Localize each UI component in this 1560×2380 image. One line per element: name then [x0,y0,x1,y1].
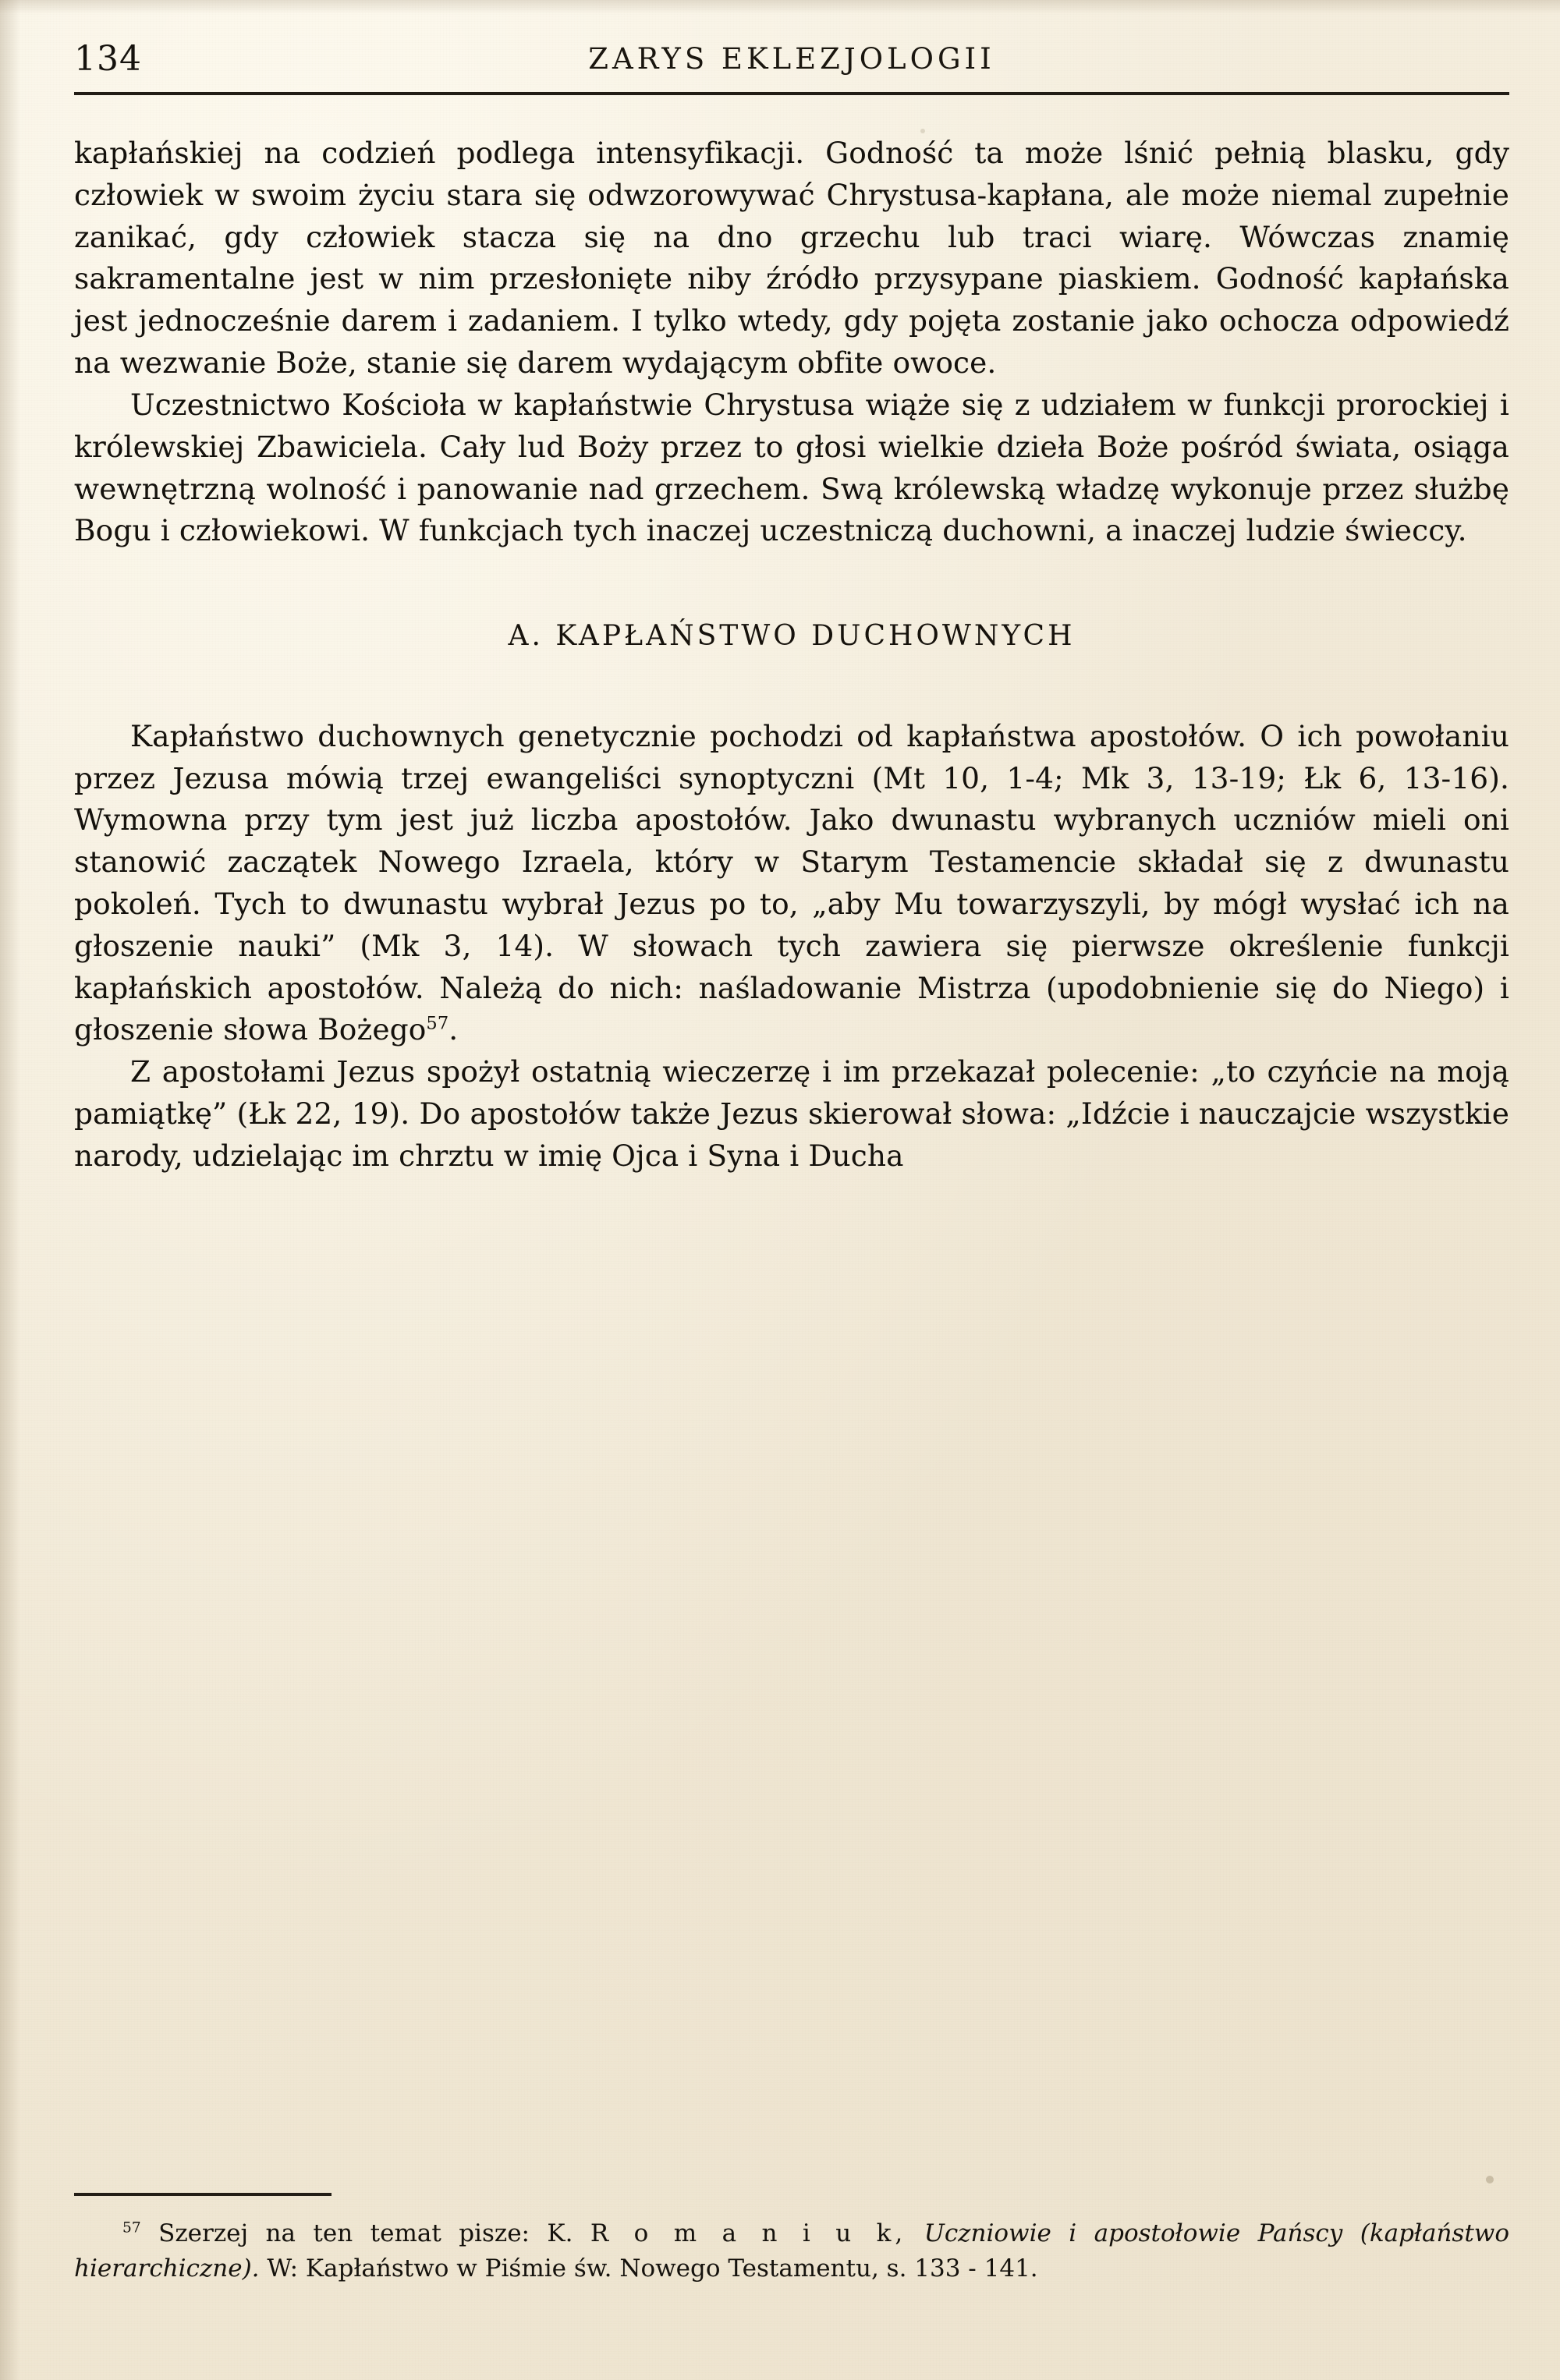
paragraph-4: Z apostołami Jezus spożył ostatnią wieczerzę i im przekazał polecenie: „to czyńcie na moją pamiątkę” (Łk 22, 19). Do apostołów także Jezus skierował słowa: „Idźcie i nauczajcie wszystkie narody, udzielając im chrztu w imię Ojca i Syna i Ducha [74,1054,1509,1173]
page-edge-shadow-top [0,0,1560,14]
paragraph-3-text: Kapłaństwo duchownych genetycznie pochodzi od kapłaństwa apostołów. O ich powołaniu przez Jezusa mówią trzej ewangeliści synoptyczni (Mt 10, 1-4; Mk 3, 13-19; Łk 6, 13-16). Wymowna przy tym jest już liczba apostołów. Jako dwunastu wybranych uczniów mieli oni stanowić zaczątek Nowego Izraela, który w Starym Testamencie składał się z dwunastu pokoleń. Tych to dwunastu wybrał Jezus po to, „aby Mu towarzyszyli, by mógł wysłać ich na głoszenie nauki” (Mk 3, 14). W słowach tych zawiera się pierwsze określenie funkcji kapłańskich apostołów. Należą do nich: naśladowanie Mistrza (upodobnienie się do Niego) i głoszenie słowa Bożego [74,718,1509,1047]
footnote-text [74,2216,1509,2286]
section-heading: A. KAPŁAŃSTWO DUCHOWNYCH [508,620,1076,653]
footnote-rest: W: Kapłaństwo w Piśmie św. Nowego Testamentu, s. 133 - 141. [259,2254,1038,2283]
running-head: ZARYS EKLEZJOLOGII [588,42,995,76]
footnote-lead: Szerzej na ten temat pisze: K. [140,2219,590,2247]
footnote-reference: 57 [426,1013,449,1034]
paragraph-3: Kapłaństwo duchownych genetycznie pochodzi od kapłaństwa apostołów. O ich powołaniu przez Jezusa mówią trzej ewangeliści synoptyczni (Mt 10, 1-4; Mk 3, 13-19; Łk 6, 13-16). Wymowna przy tym jest już liczba apostołów. Jako dwunastu wybranych uczniów mieli oni stanowić zaczątek Nowego Izraela, który w Starym Testamencie składał się z dwunastu pokoleń. Tych to dwunastu wybrał Jezus po to, „aby Mu towarzyszyli, by mógł wysłać ich na głoszenie nauki” (Mk 3, 14). W słowach tych zawiera się pierwsze określenie funkcji kapłańskich apostołów. Należą do nich: naśladowanie Mistrza (upodobnienie się do Niego) i głoszenie słowa Bożego$^{57}$. [74,718,1509,1047]
footnote-block [74,2193,1509,2286]
footnote-marker: 57 [122,2219,141,2237]
footnote-title-italic: Uczniowie i apostołowie Pańscy (kapłaństwo hierarchiczne). [74,2219,1509,2283]
paragraph-2: Uczestnictwo Kościoła w kapłaństwie Chrystusa wiąże się z udziałem w funkcji prorockiej i królewskiej Zbawiciela. Cały lud Boży przez to głosi wielkie dzieła Boże pośród świata, osiąga wewnętrzną wolność i panowanie nad grzechem. Swą królewską władzę wykonuje przez służbę Bogu i człowiekowi. W funkcjach tych inaczej uczestniczą duchowni, a inaczej ludzie świeccy. [74,387,1509,548]
body-text [74,133,1509,1178]
page-header [74,31,1509,92]
footnote-rule [74,2193,332,2196]
paper-speck [1486,2176,1494,2183]
page-content [74,31,1509,1178]
paragraph-1: kapłańskiej na codzień podlega intensyfikacji. Godność ta może lśnić pełnią blasku, gdy człowiek w swoim życiu stara się odwzorowywać Chrystusa-kapłana, ale może niemal zupełnie zanikać, gdy człowiek stacza się na dno grzechu lub traci wiarę. Wówczas znamię sakramentalne jest w nim przesłonięte niby źródło przysypane piaskiem. Godność kapłańska jest jednocześnie darem i zadaniem. I tylko wtedy, gdy pojęta zostanie jako ochocza odpowiedź na wezwanie Boże, stanie się darem wydającym obfite owoce. [74,136,1509,381]
page-edge-shadow-left [0,0,20,2380]
footnote-author: R o m a n i u k, [590,2219,907,2247]
header-rule [74,92,1509,95]
page-number: 134 [74,39,142,79]
